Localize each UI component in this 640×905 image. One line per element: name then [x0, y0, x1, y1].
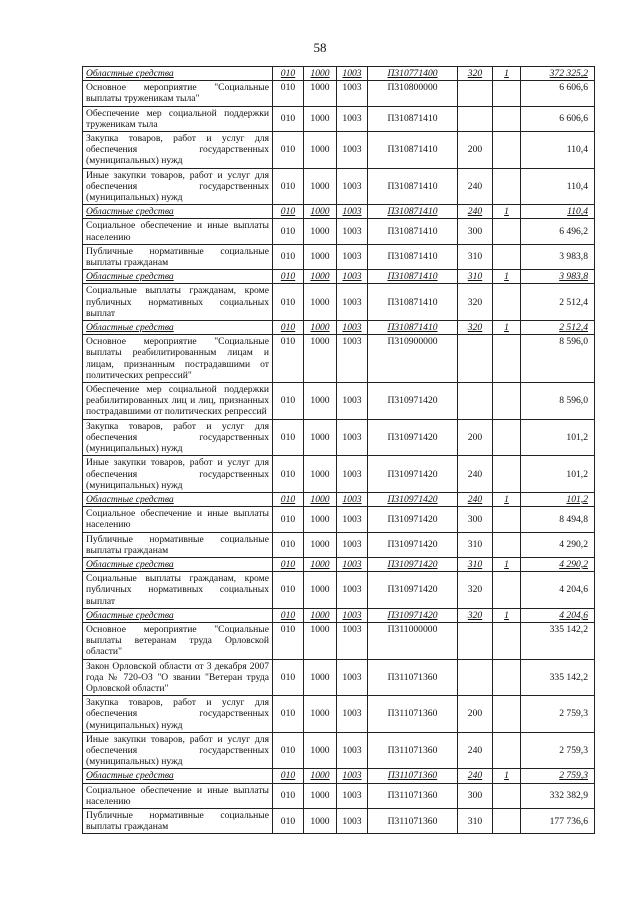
cell-subsection: 1003: [337, 321, 368, 335]
table-row-regional-funds: [83, 67, 595, 81]
cell-amount: 6 606,6: [521, 81, 595, 106]
cell-target-article: П311071360: [368, 808, 458, 833]
cell-amount: 110,4: [521, 168, 595, 205]
cell-expense-type: [458, 81, 493, 106]
cell-name: Социальные выплаты гражданам, кроме публичных нормативных социальных выплат: [83, 572, 273, 609]
table-row: [83, 383, 595, 420]
cell-expense-type: 200: [458, 419, 493, 456]
cell-section: 1000: [304, 557, 337, 571]
cell-source: 1: [493, 492, 521, 506]
cell-grbs: 010: [273, 808, 304, 833]
cell-source: 1: [493, 321, 521, 335]
table-row: [83, 532, 595, 557]
table-row: [83, 659, 595, 696]
cell-expense-type: 200: [458, 696, 493, 733]
cell-section: 1000: [304, 507, 337, 532]
cell-amount: 335 142,2: [521, 659, 595, 696]
cell-grbs: 010: [273, 219, 304, 244]
cell-grbs: 010: [273, 492, 304, 506]
cell-grbs: 010: [273, 532, 304, 557]
budget-table: [82, 66, 595, 834]
cell-subsection: 1003: [337, 419, 368, 456]
cell-target-article: П310871410: [368, 270, 458, 284]
cell-subsection: 1003: [337, 205, 368, 219]
cell-name: Социальное обеспечение и иные выплаты населению: [83, 219, 273, 244]
cell-amount: 101,2: [521, 419, 595, 456]
table-row-regional-funds: [83, 205, 595, 219]
cell-target-article: П311000000: [368, 622, 458, 659]
cell-expense-type: 240: [458, 456, 493, 493]
cell-section: 1000: [304, 769, 337, 783]
cell-expense-type: [458, 106, 493, 131]
cell-target-article: П311071360: [368, 732, 458, 769]
cell-name: Закупка товаров, работ и услуг для обеспечения государственных (муниципальных) нужд: [83, 696, 273, 733]
cell-subsection: 1003: [337, 132, 368, 169]
cell-name: Иные закупки товаров, работ и услуг для обеспечения государственных (муниципальных) нужд: [83, 168, 273, 205]
cell-expense-type: 310: [458, 808, 493, 833]
cell-subsection: 1003: [337, 67, 368, 81]
cell-target-article: П310971420: [368, 557, 458, 571]
cell-subsection: 1003: [337, 659, 368, 696]
cell-section: 1000: [304, 456, 337, 493]
cell-expense-type: 300: [458, 219, 493, 244]
cell-section: 1000: [304, 321, 337, 335]
cell-section: 1000: [304, 532, 337, 557]
cell-grbs: 010: [273, 622, 304, 659]
cell-grbs: 010: [273, 284, 304, 321]
table-row-regional-funds: [83, 769, 595, 783]
cell-amount: 101,2: [521, 492, 595, 506]
cell-expense-type: [458, 383, 493, 420]
cell-section: 1000: [304, 219, 337, 244]
cell-grbs: 010: [273, 168, 304, 205]
cell-amount: 4 290,2: [521, 557, 595, 571]
cell-source: [493, 696, 521, 733]
cell-name: Областные средства: [83, 67, 273, 81]
cell-name: Закупка товаров, работ и услуг для обеспечения государственных (муниципальных) нужд: [83, 419, 273, 456]
cell-name: Основное мероприятие "Социальные выплаты реабилитированным лицам и лицам, признанным пострадавшими от политических репрессий": [83, 335, 273, 383]
cell-section: 1000: [304, 492, 337, 506]
cell-grbs: 010: [273, 696, 304, 733]
cell-source: 1: [493, 608, 521, 622]
cell-amount: 110,4: [521, 132, 595, 169]
cell-target-article: П310971420: [368, 532, 458, 557]
cell-subsection: 1003: [337, 284, 368, 321]
cell-amount: 6 606,6: [521, 106, 595, 131]
cell-subsection: 1003: [337, 507, 368, 532]
cell-subsection: 1003: [337, 769, 368, 783]
cell-name: Социальное обеспечение и иные выплаты населению: [83, 507, 273, 532]
cell-amount: 4 204,6: [521, 608, 595, 622]
table-row-main-measure: [83, 335, 595, 383]
cell-target-article: П310971420: [368, 419, 458, 456]
cell-target-article: П311071360: [368, 783, 458, 808]
cell-source: [493, 532, 521, 557]
cell-amount: 2 759,3: [521, 732, 595, 769]
cell-subsection: 1003: [337, 783, 368, 808]
cell-grbs: 010: [273, 205, 304, 219]
cell-grbs: 010: [273, 507, 304, 532]
cell-expense-type: 320: [458, 608, 493, 622]
cell-subsection: 1003: [337, 696, 368, 733]
cell-grbs: 010: [273, 769, 304, 783]
cell-section: 1000: [304, 659, 337, 696]
cell-amount: 372 325,2: [521, 67, 595, 81]
table-row: [83, 284, 595, 321]
cell-expense-type: 310: [458, 270, 493, 284]
cell-amount: 2 512,4: [521, 284, 595, 321]
cell-name: Иные закупки товаров, работ и услуг для обеспечения государственных (муниципальных) нужд: [83, 732, 273, 769]
table-row: [83, 696, 595, 733]
cell-target-article: П310871410: [368, 205, 458, 219]
cell-source: [493, 383, 521, 420]
table-row-regional-funds: [83, 321, 595, 335]
cell-target-article: П310971420: [368, 383, 458, 420]
cell-target-article: П310971420: [368, 507, 458, 532]
cell-name: Областные средства: [83, 205, 273, 219]
cell-expense-type: [458, 622, 493, 659]
cell-subsection: 1003: [337, 168, 368, 205]
cell-grbs: 010: [273, 81, 304, 106]
cell-name: Областные средства: [83, 769, 273, 783]
cell-section: 1000: [304, 419, 337, 456]
cell-section: 1000: [304, 383, 337, 420]
cell-amount: 8 596,0: [521, 335, 595, 383]
cell-expense-type: [458, 659, 493, 696]
cell-amount: 3 983,8: [521, 270, 595, 284]
cell-subsection: 1003: [337, 732, 368, 769]
cell-target-article: П310871410: [368, 168, 458, 205]
cell-section: 1000: [304, 696, 337, 733]
cell-subsection: 1003: [337, 81, 368, 106]
table-body: [83, 67, 595, 834]
cell-section: 1000: [304, 168, 337, 205]
cell-expense-type: 320: [458, 321, 493, 335]
cell-expense-type: 240: [458, 769, 493, 783]
cell-expense-type: 310: [458, 532, 493, 557]
cell-grbs: 010: [273, 67, 304, 81]
cell-target-article: П310900000: [368, 335, 458, 383]
cell-target-article: П311071360: [368, 659, 458, 696]
cell-amount: 4 204,6: [521, 572, 595, 609]
cell-target-article: П310871410: [368, 106, 458, 131]
table-row: [83, 244, 595, 269]
cell-section: 1000: [304, 244, 337, 269]
table-row: [83, 456, 595, 493]
cell-amount: 6 496,2: [521, 219, 595, 244]
table-row: [83, 219, 595, 244]
cell-expense-type: 300: [458, 507, 493, 532]
cell-name: Основное мероприятие "Социальные выплаты труженикам тыла": [83, 81, 273, 106]
table-row-regional-funds: [83, 608, 595, 622]
cell-section: 1000: [304, 67, 337, 81]
cell-subsection: 1003: [337, 106, 368, 131]
cell-section: 1000: [304, 732, 337, 769]
cell-amount: 2 759,3: [521, 696, 595, 733]
cell-target-article: П311071360: [368, 769, 458, 783]
cell-section: 1000: [304, 572, 337, 609]
cell-grbs: 010: [273, 383, 304, 420]
cell-expense-type: [458, 335, 493, 383]
table-row: [83, 572, 595, 609]
cell-section: 1000: [304, 622, 337, 659]
cell-section: 1000: [304, 808, 337, 833]
cell-section: 1000: [304, 335, 337, 383]
cell-target-article: П310871410: [368, 284, 458, 321]
cell-expense-type: 240: [458, 205, 493, 219]
cell-source: [493, 419, 521, 456]
cell-source: [493, 106, 521, 131]
cell-name: Основное мероприятие "Социальные выплаты ветеранам труда Орловской области": [83, 622, 273, 659]
cell-subsection: 1003: [337, 532, 368, 557]
cell-target-article: П310771400: [368, 67, 458, 81]
cell-amount: 8 596,0: [521, 383, 595, 420]
cell-target-article: П310971420: [368, 572, 458, 609]
cell-grbs: 010: [273, 335, 304, 383]
table-row: [83, 106, 595, 131]
cell-expense-type: 320: [458, 67, 493, 81]
cell-grbs: 010: [273, 106, 304, 131]
cell-source: [493, 284, 521, 321]
cell-amount: 332 382,9: [521, 783, 595, 808]
cell-source: 1: [493, 205, 521, 219]
cell-expense-type: 240: [458, 492, 493, 506]
table-row: [83, 808, 595, 833]
cell-amount: 3 983,8: [521, 244, 595, 269]
cell-grbs: 010: [273, 244, 304, 269]
cell-section: 1000: [304, 284, 337, 321]
cell-amount: 335 142,2: [521, 622, 595, 659]
cell-name: Закупка товаров, работ и услуг для обеспечения государственных (муниципальных) нужд: [83, 132, 273, 169]
cell-subsection: 1003: [337, 456, 368, 493]
cell-section: 1000: [304, 783, 337, 808]
cell-amount: 101,2: [521, 456, 595, 493]
cell-target-article: П310971420: [368, 492, 458, 506]
cell-name: Социальное обеспечение и иные выплаты населению: [83, 783, 273, 808]
table-row: [83, 507, 595, 532]
cell-source: [493, 572, 521, 609]
cell-name: Областные средства: [83, 492, 273, 506]
cell-name: Областные средства: [83, 608, 273, 622]
cell-source: [493, 81, 521, 106]
cell-name: Иные закупки товаров, работ и услуг для обеспечения государственных (муниципальных) нужд: [83, 456, 273, 493]
cell-amount: 177 736,6: [521, 808, 595, 833]
cell-name: Закон Орловской области от 3 декабря 2007 года № 720-ОЗ "О звании "Ветеран труда Орловской области": [83, 659, 273, 696]
cell-source: [493, 244, 521, 269]
cell-grbs: 010: [273, 557, 304, 571]
cell-target-article: П310871410: [368, 321, 458, 335]
cell-target-article: П310871410: [368, 244, 458, 269]
cell-subsection: 1003: [337, 492, 368, 506]
cell-amount: 4 290,2: [521, 532, 595, 557]
cell-subsection: 1003: [337, 270, 368, 284]
table-row-main-measure: [83, 622, 595, 659]
cell-name: Социальные выплаты гражданам, кроме публичных нормативных социальных выплат: [83, 284, 273, 321]
cell-source: 1: [493, 270, 521, 284]
table-row: [83, 168, 595, 205]
cell-name: Публичные нормативные социальные выплаты гражданам: [83, 808, 273, 833]
cell-source: 1: [493, 557, 521, 571]
cell-target-article: П310971420: [368, 608, 458, 622]
cell-expense-type: 310: [458, 557, 493, 571]
cell-target-article: П311071360: [368, 696, 458, 733]
cell-expense-type: 240: [458, 732, 493, 769]
cell-target-article: П310800000: [368, 81, 458, 106]
cell-source: 1: [493, 67, 521, 81]
table-row: [83, 132, 595, 169]
table-row-regional-funds: [83, 270, 595, 284]
cell-section: 1000: [304, 205, 337, 219]
cell-source: [493, 732, 521, 769]
cell-grbs: 010: [273, 132, 304, 169]
table-row: [83, 783, 595, 808]
cell-name: Областные средства: [83, 557, 273, 571]
cell-name: Областные средства: [83, 321, 273, 335]
cell-name: Областные средства: [83, 270, 273, 284]
cell-expense-type: 310: [458, 244, 493, 269]
cell-amount: 2 512,4: [521, 321, 595, 335]
cell-section: 1000: [304, 270, 337, 284]
cell-amount: 2 759,3: [521, 769, 595, 783]
cell-source: [493, 507, 521, 532]
cell-grbs: 010: [273, 270, 304, 284]
cell-amount: 110,4: [521, 205, 595, 219]
cell-grbs: 010: [273, 419, 304, 456]
cell-source: [493, 783, 521, 808]
cell-grbs: 010: [273, 608, 304, 622]
cell-section: 1000: [304, 132, 337, 169]
cell-target-article: П310971420: [368, 456, 458, 493]
cell-source: [493, 132, 521, 169]
cell-source: [493, 168, 521, 205]
cell-target-article: П310871410: [368, 132, 458, 169]
cell-expense-type: 320: [458, 572, 493, 609]
cell-subsection: 1003: [337, 808, 368, 833]
cell-grbs: 010: [273, 321, 304, 335]
cell-name: Обеспечение мер социальной поддержки труженикам тыла: [83, 106, 273, 131]
cell-subsection: 1003: [337, 572, 368, 609]
cell-expense-type: 200: [458, 132, 493, 169]
cell-source: [493, 622, 521, 659]
cell-grbs: 010: [273, 572, 304, 609]
table-row: [83, 732, 595, 769]
cell-name: Публичные нормативные социальные выплаты гражданам: [83, 244, 273, 269]
cell-subsection: 1003: [337, 244, 368, 269]
cell-grbs: 010: [273, 456, 304, 493]
table-row-regional-funds: [83, 492, 595, 506]
cell-name: Публичные нормативные социальные выплаты гражданам: [83, 532, 273, 557]
cell-expense-type: 240: [458, 168, 493, 205]
cell-target-article: П310871410: [368, 219, 458, 244]
page-number: 58: [313, 40, 327, 55]
cell-grbs: 010: [273, 783, 304, 808]
cell-subsection: 1003: [337, 383, 368, 420]
cell-subsection: 1003: [337, 622, 368, 659]
cell-section: 1000: [304, 106, 337, 131]
cell-source: [493, 659, 521, 696]
cell-amount: 8 494,8: [521, 507, 595, 532]
cell-grbs: 010: [273, 659, 304, 696]
cell-source: [493, 456, 521, 493]
cell-source: 1: [493, 769, 521, 783]
table-row-main-measure: [83, 81, 595, 106]
cell-subsection: 1003: [337, 557, 368, 571]
cell-subsection: 1003: [337, 219, 368, 244]
cell-section: 1000: [304, 81, 337, 106]
cell-name: Обеспечение мер социальной поддержки реабилитированных лиц и лиц, признанных пострадавшими от политических репрессий: [83, 383, 273, 420]
table-row-regional-funds: [83, 557, 595, 571]
cell-subsection: 1003: [337, 335, 368, 383]
cell-expense-type: 300: [458, 783, 493, 808]
cell-subsection: 1003: [337, 608, 368, 622]
cell-source: [493, 808, 521, 833]
cell-source: [493, 219, 521, 244]
cell-expense-type: 320: [458, 284, 493, 321]
cell-source: [493, 335, 521, 383]
cell-grbs: 010: [273, 732, 304, 769]
table-row: [83, 419, 595, 456]
cell-section: 1000: [304, 608, 337, 622]
